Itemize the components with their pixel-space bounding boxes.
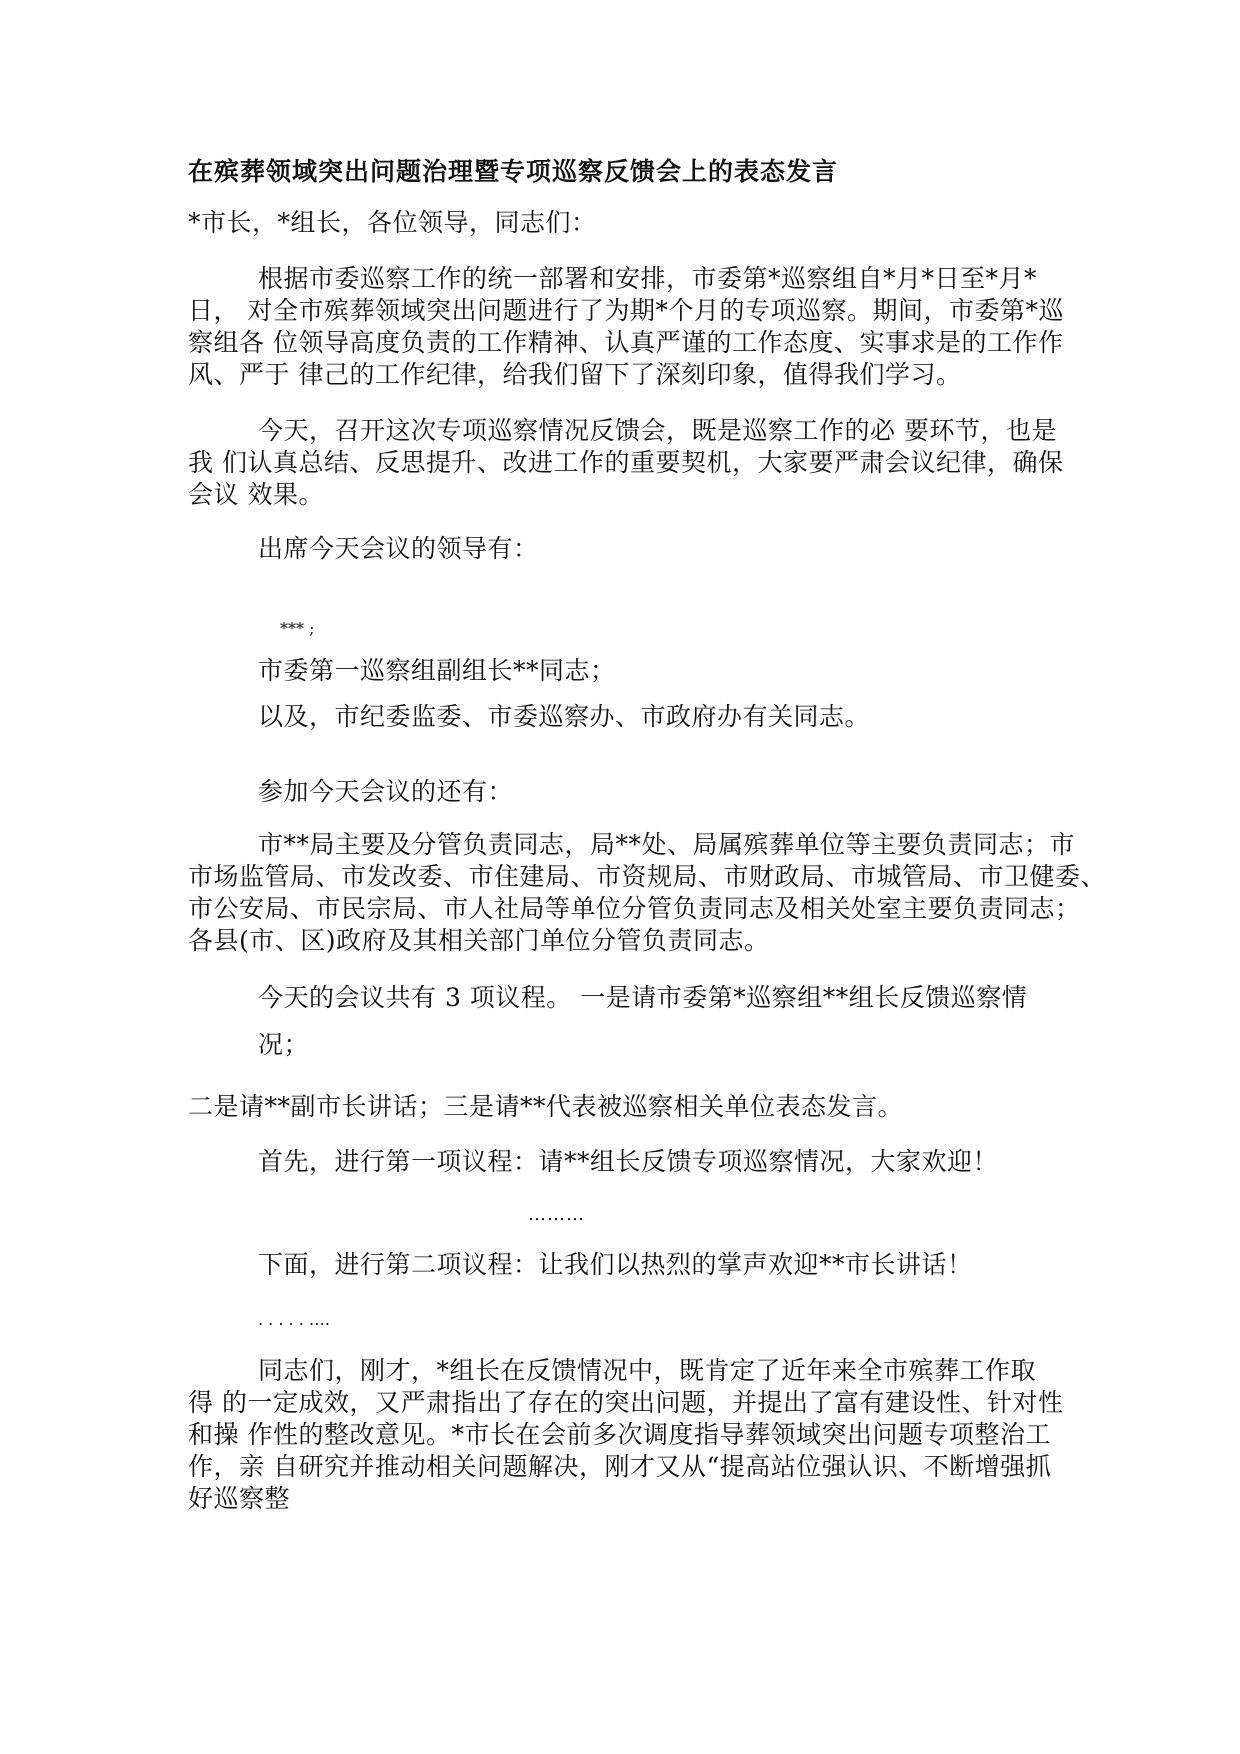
document-title: 在殡葬领域突出问题治理暨专项巡察反馈会上的表态发言 (188, 157, 839, 186)
leader-item: 以及，市纪委监委、市委巡察办、市政府办有关同志。 (258, 702, 871, 731)
leader-item: 市委第一巡察组副组长**同志； (258, 656, 616, 685)
leaders-intro: 出席今天会议的领导有： (258, 534, 539, 563)
ellipsis: ……… (528, 1204, 585, 1225)
paragraph-line: 作，亲 自研究并推动相关问题解决，刚才又从“提高站位强认识、不断增强抓 (188, 1452, 1052, 1481)
paragraph-line: 市公安局、市民宗局、市人社局等单位分管负责同志及相关处室主要负责同志； (188, 894, 1081, 923)
paragraph-line: 好巡察整 (188, 1484, 291, 1513)
paragraph-line: 风、严于 律己的工作纪律，给我们留下了深刻印象，值得我们学习。 (188, 360, 962, 389)
paragraph-line: 得 的一定成效，又严肃指出了存在的突出问题，并提出了富有建设性、针对性 (188, 1388, 1064, 1417)
leader-item: *** ; (280, 619, 315, 638)
ellipsis: . . . . . …. (258, 1310, 330, 1329)
paragraph-line: 我 们认真总结、反思提升、改进工作的重要契机，大家要严肃会议纪律，确保 (188, 448, 1064, 477)
paragraph-line: 同志们，刚才，*组长在反馈情况中，既肯定了近年来全市殡葬工作取 (258, 1356, 1037, 1385)
paragraph-line: 今天，召开这次专项巡察情况反馈会，既是巡察工作的必 要环节，也是 (258, 416, 1057, 445)
agenda-line: 二是请**副市长讲话；三是请**代表被巡察相关单位表态发言。 (188, 1092, 904, 1121)
salutation: *市长，*组长，各位领导，同志们： (188, 208, 597, 237)
paragraph-line: 市**局主要及分管负责同志，局**处、局属殡葬单位等主要负责同志；市 (258, 830, 1076, 859)
agenda-item-1: 首先，进行第一项议程：请**组长反馈专项巡察情况，大家欢迎！ (258, 1147, 999, 1176)
agenda-item-2: 下面，进行第二项议程：让我们以热烈的掌声欢迎**市长讲话！ (258, 1250, 973, 1279)
paragraph-line: 市场监管局、市发改委、市住建局、市资规局、市财政局、市城管局、市卫健委、 (188, 862, 1107, 891)
attendees-intro: 参加今天会议的还有： (258, 777, 514, 806)
agenda-line: 今天的会议共有 3 项议程。 一是请市委第*巡察组**组长反馈巡察情 (258, 983, 1028, 1012)
paragraph-line: 察组各 位领导高度负责的工作精神、认真严谨的工作态度、实事求是的工作作 (188, 328, 1064, 357)
paragraph-line: 各县(市、区)政府及其相关部门单位分管负责同志。 (188, 926, 770, 955)
paragraph-line: 会议 效果。 (188, 480, 324, 509)
paragraph-line: 日， 对全市殡葬领域突出问题进行了为期*个月的专项巡察。期间，市委第*巡 (188, 296, 1064, 325)
paragraph-line: 和操 作性的整改意见。*市长在会前多次调度指导葬领域突出问题专项整治工 (188, 1420, 1051, 1449)
agenda-line: 况； (258, 1030, 310, 1059)
paragraph-line: 根据市委巡察工作的统一部署和安排，市委第*巡察组自*月*日至*月* (258, 264, 1038, 293)
